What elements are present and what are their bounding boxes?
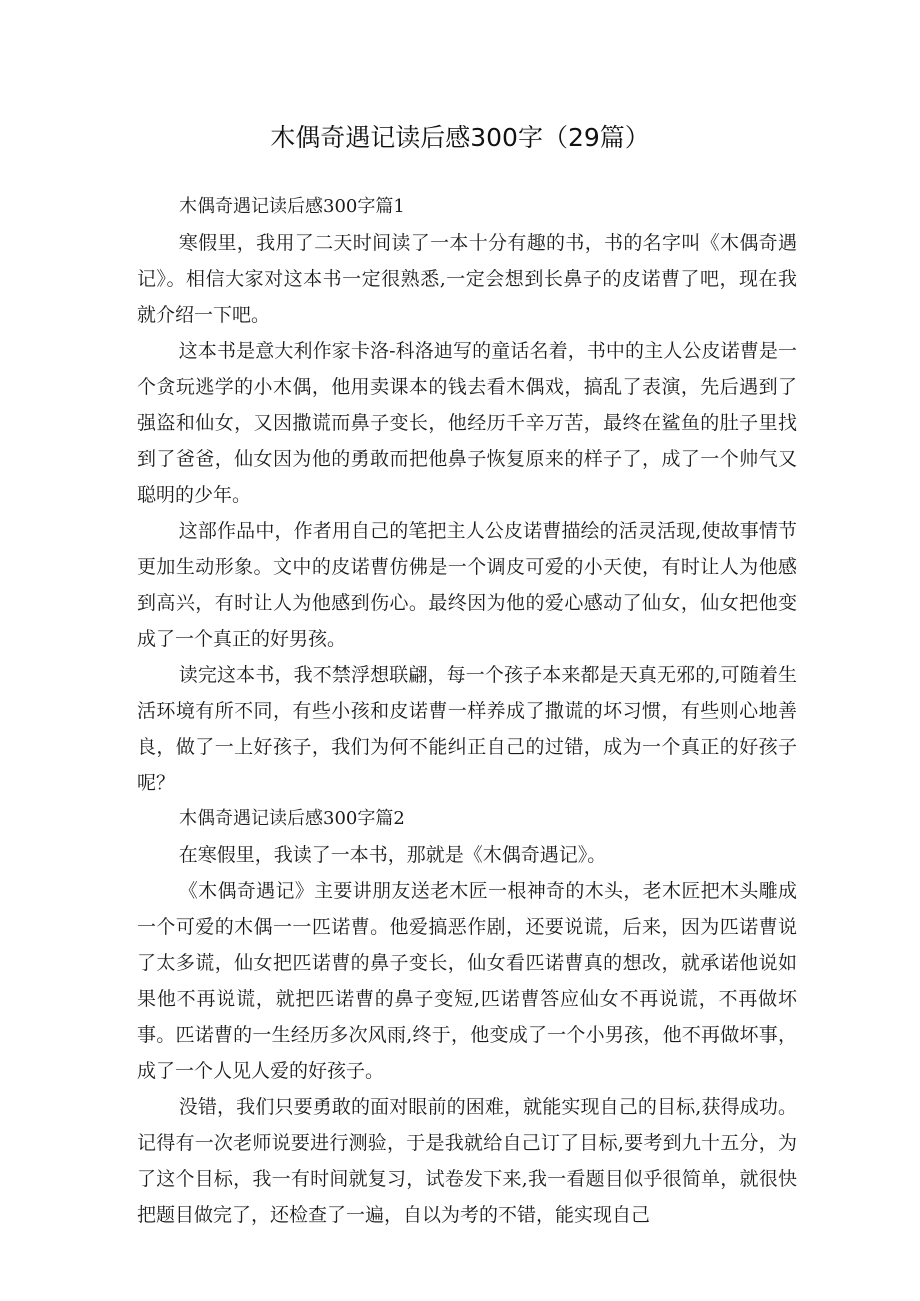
paragraph: 读完这本书，我不禁浮想联翩，每一个孩子本来都是天真无邪的,可随着生活环境有所不同，有些小孩和皮诺曹一样养成了撒谎的坏习惯，有些则心地善良，做了一上好孩子，我们为何不能纠正自己的过错，成为一个真正的好孩子呢？ [137,664,797,794]
paragraph: 这部作品中，作者用自己的笔把主人公皮诺曹描绘的活灵活现,使故事情节更加生动形象。文中的皮诺曹仿佛是一个调皮可爱的小天使，有时让人为他感到高兴，有时让人为他感到伤心。最终因为他的爱心感动了仙女，仙女把他变成了一个真正的好男孩。 [137,520,797,650]
section-heading: 木偶奇遇记读后感300字篇2 [179,808,405,829]
document-title: 木偶奇遇记读后感300字（29篇） [270,123,650,152]
section-heading: 木偶奇遇记读后感300字篇1 [179,196,405,217]
paragraph: 寒假里，我用了二天时间读了一本十分有趣的书，书的名字叫《木偶奇遇记》。相信大家对这本书一定很熟悉,一定会想到长鼻子的皮诺曹了吧，现在我就介绍一下吧。 [137,232,797,326]
paragraph: 这本书是意大利作家卡洛-科洛迪写的童话名着，书中的主人公皮诺曹是一个贪玩逃学的小木偶，他用卖课本的钱去看木偶戏，搞乱了表演，先后遇到了强盗和仙女，又因撒谎而鼻子变长，他经历千辛万苦，最终在鲨鱼的肚子里找到了爸爸，仙女因为他的勇敢而把他鼻子恢复原来的样子了，成了一个帅气又聪明的少年。 [137,340,797,506]
paragraph: 在寒假里，我读了一本书，那就是《木偶奇遇记》。 [178,844,607,866]
document-body [137,189,797,1233]
paragraph: 《木偶奇遇记》主要讲朋友送老木匠一根神奇的木头，老木匠把木头雕成一个可爱的木偶一一匹诺曹。他爱搞恶作剧，还要说谎，后来，因为匹诺曹说了太多谎，仙女把匹诺曹的鼻子变长，仙女看匹诺曹真的想改，就承诺他说如果他不再说谎，就把匹诺曹的鼻子变短,匹诺曹答应仙女不再说谎，不再做坏事。匹诺曹的一生经历多次风雨,终于，他变成了一个小男孩，他不再做坏事，成了一个人见人爱的好孩子。 [137,880,797,1082]
paragraph: 没错，我们只要勇敢的面对眼前的困难，就能实现自己的目标,获得成功。记得有一次老师说要进行测验，于是我就给自己订了目标,要考到九十五分，为了这个目标，我一有时间就复习，试卷发下来,我一看题目似乎很简单，就很快把题目做完了，还检查了一遍，自以为考的不错，能实现自己 [137,1096,797,1226]
